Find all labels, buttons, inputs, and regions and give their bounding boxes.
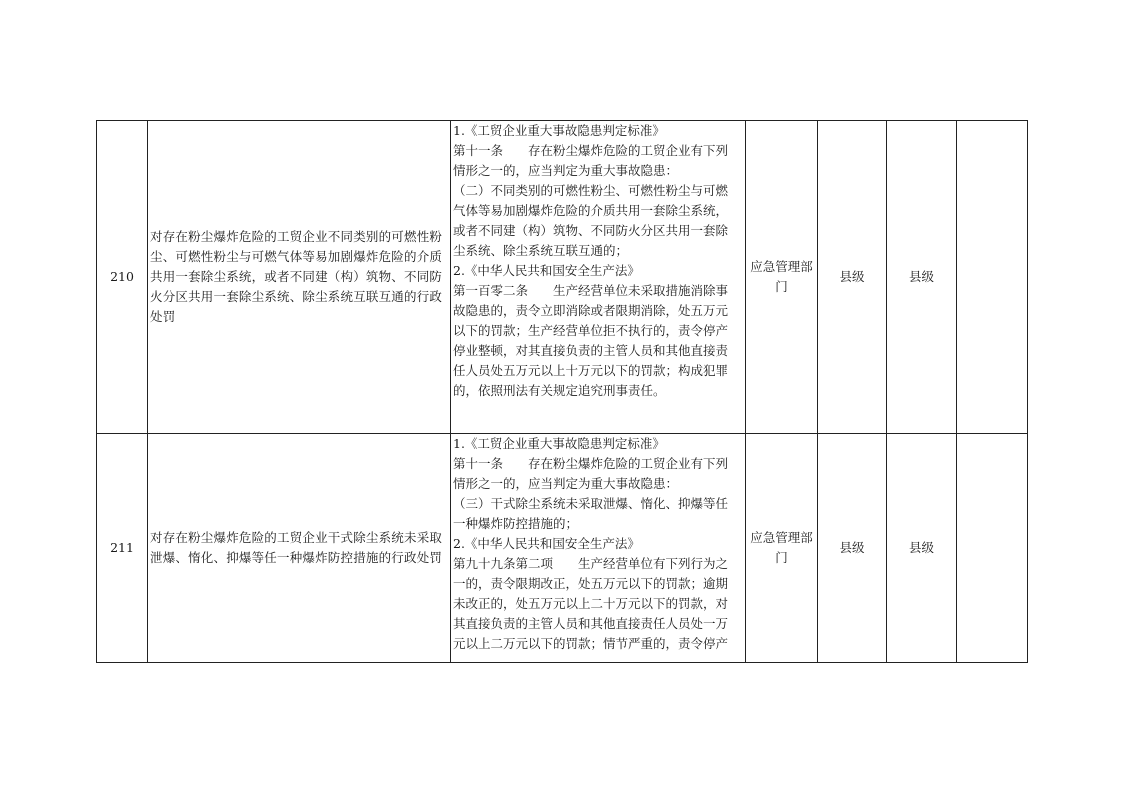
basis-line: 气体等易加剧爆炸危险的介质共用一套除尘系统， [453, 203, 729, 218]
basis-line: 任人员处五万元以上十万元以下的罚款；构成犯罪 [453, 363, 729, 378]
basis-line: 尘系统、除尘系统互联互通的； [453, 243, 629, 258]
row-number: 211 [97, 434, 148, 663]
basis-line: 的，依照刑法有关规定追究刑事责任。 [453, 383, 666, 398]
basis-line: 元以上二万元以下的罚款；情节严重的，责令停产 [453, 636, 729, 651]
level-2: 县级 [887, 434, 957, 663]
basis-line: 情形之一的，应当判定为重大事故隐患： [453, 476, 679, 491]
legal-basis [451, 434, 746, 663]
basis-line: 未改正的，处五万元以上二十万元以下的罚款，对 [453, 596, 729, 611]
department: 应急管理部门 [746, 434, 818, 663]
basis-line: 一种爆炸防控措施的； [453, 516, 579, 531]
item-name: 对存在粉尘爆炸危险的工贸企业干式除尘系统未采取泄爆、惰化、抑爆等任一种爆炸防控措施的行政处罚 [148, 434, 451, 663]
level-2: 县级 [887, 121, 957, 434]
basis-line: 一的，责令限期改正，处五万元以下的罚款；逾期 [453, 576, 729, 591]
basis-line: 或者不同建（构）筑物、不同防火分区共用一套除 [453, 223, 729, 238]
remark [957, 434, 1028, 663]
basis-line: 以下的罚款；生产经营单位拒不执行的，责令停产 [453, 323, 729, 338]
item-name: 对存在粉尘爆炸危险的工贸企业不同类别的可燃性粉尘、可燃性粉尘与可燃气体等易加剧爆炸危险的介质共用一套除尘系统，或者不同建（构）筑物、不同防火分区共用一套除尘系统、除尘系统互联互通的行政处罚 [148, 121, 451, 434]
basis-line: 停业整顿，对其直接负责的主管人员和其他直接责 [453, 343, 729, 358]
basis-line: 第九十九条第二项 生产经营单位有下列行为之 [453, 556, 729, 571]
department: 应急管理部门 [746, 121, 818, 434]
basis-line: 情形之一的，应当判定为重大事故隐患： [453, 163, 679, 178]
basis-line: 第一百零二条 生产经营单位未采取措施消除事 [453, 283, 729, 298]
basis-line: 1.《工贸企业重大事故隐患判定标准》 [453, 123, 665, 138]
document-table [96, 120, 1028, 663]
basis-line: （三）干式除尘系统未采取泄爆、惰化、抑爆等任 [453, 496, 729, 511]
basis-line: 第十一条 存在粉尘爆炸危险的工贸企业有下列 [453, 456, 729, 471]
basis-line: 其直接负责的主管人员和其他直接责任人员处一万 [453, 616, 729, 631]
row-number: 210 [97, 121, 148, 434]
remark [957, 121, 1028, 434]
basis-line: 2.《中华人民共和国安全生产法》 [453, 536, 640, 551]
table-row [97, 434, 1028, 663]
basis-line: 故隐患的，责令立即消除或者限期消除，处五万元 [453, 303, 729, 318]
legal-basis [451, 121, 746, 434]
basis-line: 1.《工贸企业重大事故隐患判定标准》 [453, 436, 665, 451]
basis-line: （二）不同类别的可燃性粉尘、可燃性粉尘与可燃 [453, 183, 729, 198]
table-row [97, 121, 1028, 434]
basis-line: 第十一条 存在粉尘爆炸危险的工贸企业有下列 [453, 143, 729, 158]
basis-line: 2.《中华人民共和国安全生产法》 [453, 263, 640, 278]
level-1: 县级 [818, 121, 887, 434]
level-1: 县级 [818, 434, 887, 663]
